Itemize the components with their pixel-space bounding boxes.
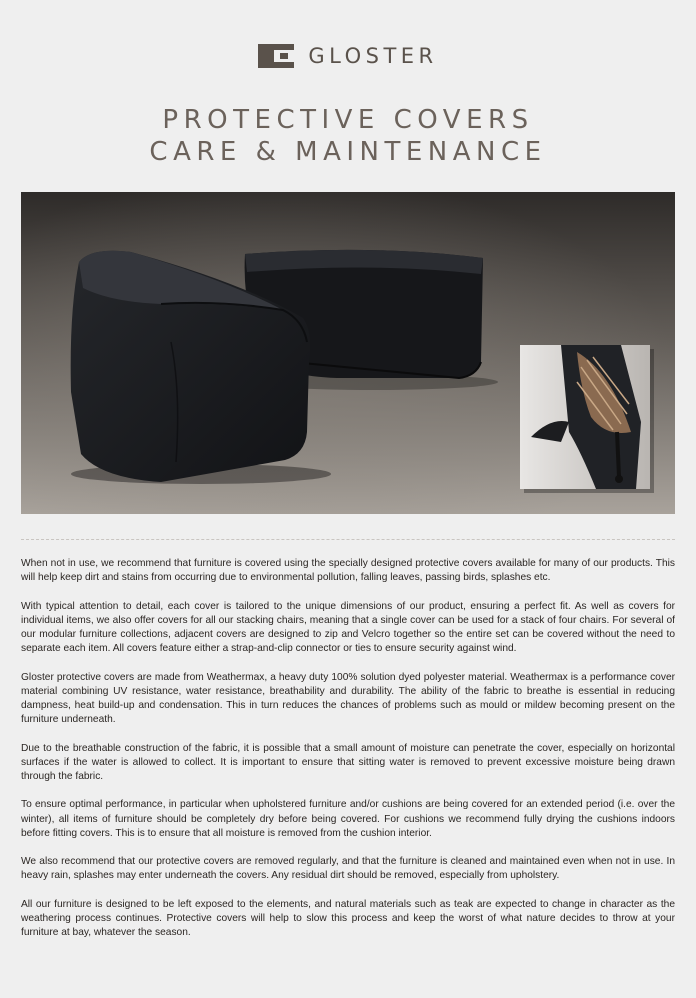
body-text: [21, 557, 675, 955]
paragraph: All our furniture is designed to be left exposed to the elements, and natural materials such as teak are expected to change in character as the weathering process continues. Protective covers will help to slow this process and keep the worst of what nature decides to throw at your furniture at bay, whatever the season.: [21, 898, 675, 939]
title-line-2: CARE & MAINTENANCE: [149, 137, 547, 167]
paragraph: Gloster protective covers are made from Weathermax, a heavy duty 100% solution dyed polyester material. Weathermax is a performance cover material combining UV resistance, water resistance, breathability and durability. The ability of the fabric to breathe is essential in reducing dampness, heat build-up and condensation. This in turn reduces the chances of problems such as mould or mildew becoming present on the furniture underneath.: [21, 671, 675, 726]
cover-detail-closeup-photo: [520, 345, 654, 493]
paragraph: Due to the breathable construction of the fabric, it is possible that a small amount of moisture can penetrate the cover, especially on horizontal surfaces if the water is allowed to collect. It is important to ensure that sitting water is removed to prevent excessive moisture being drawn through the fabric.: [21, 742, 675, 782]
title-line-1: PROTECTIVE COVERS: [162, 105, 534, 135]
paragraph: We also recommend that our protective covers are removed regularly, and that the furniture is cleaned and maintained even when not in use. In heavy rain, splashes may enter underneath the covers. Any residual dirt should be removed, especially from upholstery.: [21, 856, 675, 882]
gloster-logo-icon: [258, 44, 294, 68]
hero-image: [21, 192, 675, 514]
page-title: [0, 104, 696, 168]
paragraph: With typical attention to detail, each cover is tailored to the unique dimensions of our product, ensuring a perfect fit. As well as covers for individual items, we also offer covers for all our stacking chairs, meaning that a single cover can be used for a stack of four chairs. For several of our modular furniture collections, adjacent covers are designed to zip and Velcro together so the entire set can be covered without the need to separate each item. All covers feature either a strap-and-clip connector or ties to ensure security against wind.: [21, 600, 675, 655]
section-divider: [21, 539, 675, 540]
paragraph: When not in use, we recommend that furniture is covered using the specially designed protective covers available for many of our products. This will help keep dirt and stains from occurring due to environmental pollution, falling leaves, passing birds, splashes etc.: [21, 558, 675, 584]
paragraph: To ensure optimal performance, in particular when upholstered furniture and/or cushions are being covered for an extended period (i.e. over the winter), all items of furniture should be completely dry before being covered. For cushions we recommend fully drying the cushions indoors before fitting covers. This is to ensure that all moisture is removed from the cushion interior.: [21, 799, 675, 839]
brand-logo: [0, 44, 696, 68]
brand-name: GLOSTER: [308, 44, 438, 68]
